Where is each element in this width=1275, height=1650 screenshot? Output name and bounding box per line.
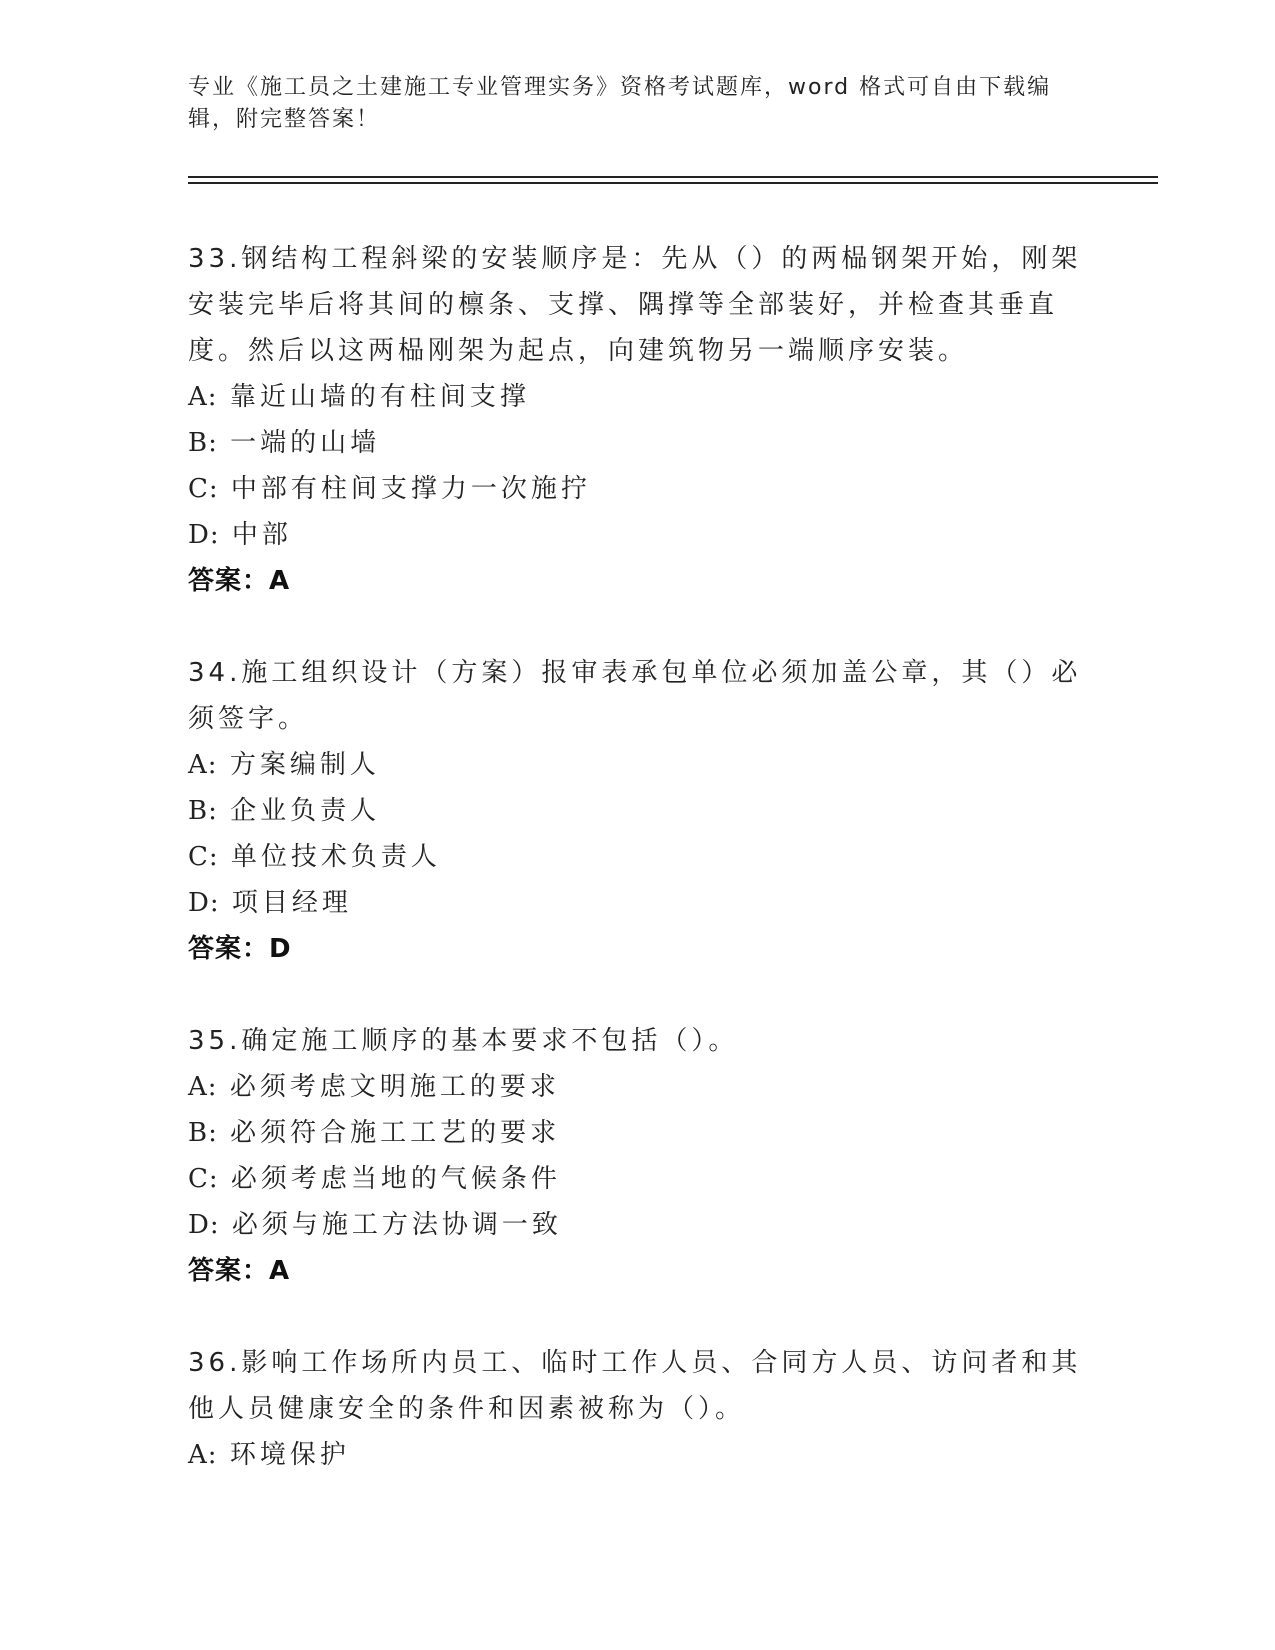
- option-key: D:: [188, 1210, 220, 1240]
- option-a: [188, 1432, 1088, 1478]
- option-d: [188, 1202, 1088, 1248]
- question-35: [188, 1018, 1088, 1294]
- option-text: 项目经理: [231, 888, 352, 918]
- option-text: 必须符合施工工艺的要求: [230, 1118, 561, 1148]
- answer-line: 答案：D: [188, 934, 292, 964]
- question-33: [188, 236, 1088, 604]
- option-b: [188, 420, 1088, 466]
- question-stem: 36.影响工作场所内员工、临时工作人员、合同方人员、访问者和其他人员健康安全的条件和因素被称为（）。: [188, 1348, 1082, 1424]
- option-text: 必须与施工方法协调一致: [231, 1210, 562, 1240]
- option-d: [188, 512, 1088, 558]
- option-key: A:: [188, 750, 218, 780]
- option-key: C:: [188, 842, 219, 872]
- option-key: B:: [188, 796, 218, 826]
- question-34: [188, 650, 1088, 972]
- option-key: D:: [188, 888, 220, 918]
- answer-line: 答案：A: [188, 566, 291, 596]
- option-a: [188, 374, 1088, 420]
- option-c: [188, 1156, 1088, 1202]
- option-a: [188, 1064, 1088, 1110]
- option-c: [188, 466, 1088, 512]
- option-text: 一端的山墙: [230, 428, 381, 458]
- option-text: 环境保护: [229, 1440, 350, 1470]
- option-d: [188, 880, 1088, 926]
- option-text: 必须考虑当地的气候条件: [230, 1164, 561, 1194]
- question-stem: 35.确定施工顺序的基本要求不包括（）。: [188, 1026, 739, 1056]
- option-b: [188, 1110, 1088, 1156]
- question-stem: 34.施工组织设计（方案）报审表承包单位必须加盖公章，其（）必须签字。: [188, 658, 1082, 734]
- option-a: [188, 742, 1088, 788]
- option-text: 方案编制人: [229, 750, 380, 780]
- question-36: [188, 1340, 1088, 1478]
- option-key: B:: [188, 428, 218, 458]
- option-key: C:: [188, 474, 219, 504]
- option-b: [188, 788, 1088, 834]
- answer-line: 答案：A: [188, 1256, 291, 1286]
- question-list: [188, 236, 1088, 1478]
- question-stem: 33.钢结构工程斜梁的安装顺序是：先从（）的两榀钢架开始，刚架安装完毕后将其间的檩条、支撑、隅撑等全部装好，并检查其垂直度。然后以这两榀刚架为起点，向建筑物另一端顺序安装。: [188, 244, 1082, 366]
- option-text: 单位技术负责人: [230, 842, 441, 872]
- option-key: A:: [188, 1072, 218, 1102]
- header-rule-bottom: [188, 182, 1158, 184]
- option-text: 靠近山墙的有柱间支撑: [229, 382, 530, 412]
- option-text: 企业负责人: [230, 796, 381, 826]
- option-text: 中部有柱间支撑力一次施拧: [230, 474, 591, 504]
- option-text: 必须考虑文明施工的要求: [229, 1072, 560, 1102]
- option-key: A:: [188, 1440, 218, 1470]
- option-c: [188, 834, 1088, 880]
- option-text: 中部: [231, 520, 292, 550]
- option-key: C:: [188, 1164, 219, 1194]
- option-key: D:: [188, 520, 220, 550]
- document-header: 专业《施工员之土建施工专业管理实务》资格考试题库，word 格式可自由下载编辑，附完整答案！: [188, 75, 1052, 132]
- option-key: B:: [188, 1118, 218, 1148]
- option-key: A:: [188, 382, 218, 412]
- header-rule-top: [188, 176, 1158, 178]
